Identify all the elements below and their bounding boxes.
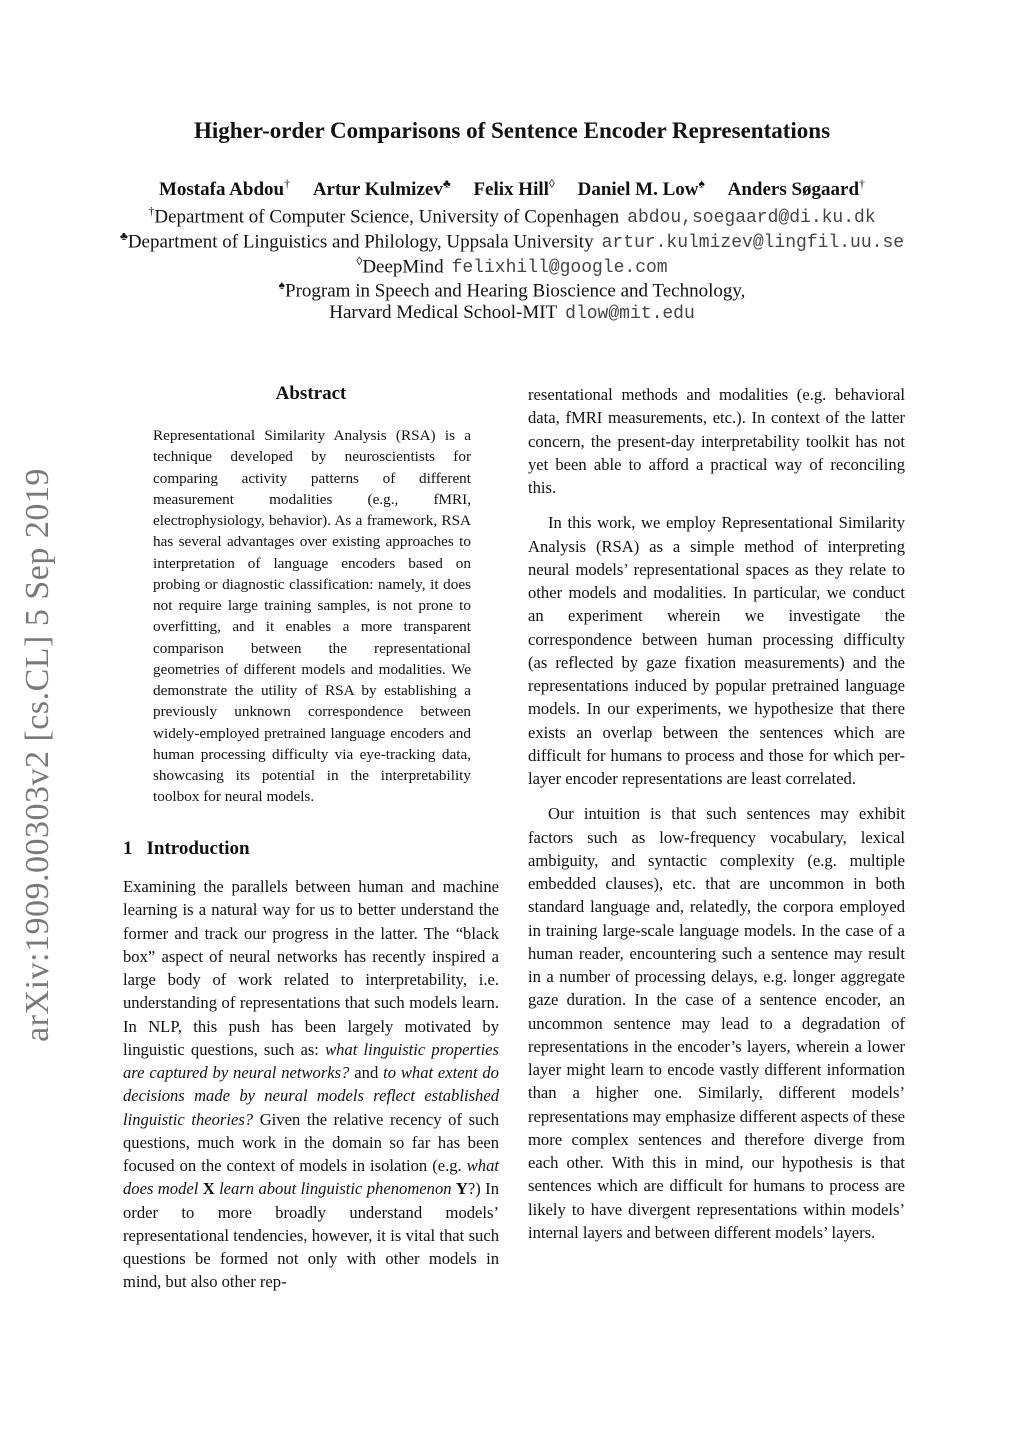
author: Daniel M. Low♠: [577, 177, 705, 201]
email: abdou,soegaard@di.ku.dk: [627, 208, 876, 229]
paragraph: Our intuition is that such sentences may exhibit factors such as low-frequency vocabulary, lexical ambiguity, and syntactic complexity (e.g. multiple embedded clauses), etc. that are uncommon in both standard language and, relatedly, the corpora employed in training large-scale language models. In the case of a human reader, encountering such a sentence may result in a number of processing delays, e.g. longer aggregate gaze duration. In the case of a sentence encoder, an uncommon sentence may lead to a degradation of representations in the encoder’s layers, wherein a lower layer might learn to encode vastly different information than a higher one. Similarly, different models’ representations may emphasize different aspects of these more complex sentences and therefore diverge from each other. With this in mind, our hypothesis is that sentences which are difficult for humans to process are likely to have divergent representations within models’ internal layers and between different models’ layers.: [528, 804, 905, 1242]
introduction-paragraph: Examining the parallels between human and machine learning is a natural way for us to better understand the former and track our progress in the latter. The “black box” aspect of neural networks has recently inspired a large body of work related to interpretability, i.e. understanding of representations that such models learn. In NLP, this push has been largely motivated by linguistic questions, such as: what linguistic properties are captured by neural networks? and to what extent do decisions made by neural models reflect established linguistic theories? Given the relative recency of such questions, much work in the domain so far has been focused on the context of models in isolation (e.g. what does model X learn about linguistic phenomenon Y?) In order to more broadly understand models’ representational tendencies, however, it is vital that such questions be formed not only with other models in mind, but also other rep-: [123, 877, 499, 1292]
email: felixhill@google.com: [451, 258, 668, 279]
author: Felix Hill◊: [473, 177, 555, 201]
email: dlow@mit.edu: [565, 304, 695, 324]
paragraph: resentational methods and modalities (e.g. behavioral data, fMRI measurements, etc.). In context of the latter concern, the present-day interpretability toolkit has not yet been able to afford a practical way of reconciling this.: [528, 385, 905, 497]
author: Artur Kulmizev♣: [312, 177, 451, 201]
research-question: what linguistic properties are captured by neural networks?: [123, 1039, 499, 1082]
author-list: [0, 177, 1024, 201]
author: Anders Søgaard†: [727, 177, 866, 201]
affiliation-line: †Department of Computer Science, University of Copenhagen abdou,soegaard@di.ku.dk: [148, 204, 876, 229]
arxiv-stamp-text: arXiv:1909.00303v2 [cs.CL] 5 Sep 2019: [19, 468, 56, 1042]
section-title: Introduction: [146, 838, 250, 859]
section-heading-introduction: [123, 838, 250, 860]
affiliation-line: ♣Department of Linguistics and Philology, Uppsala University artur.kulmizev@lingfil.uu.se: [119, 229, 905, 254]
arxiv-identifier-stamp: [8, 470, 68, 1040]
author: Mostafa Abdou†: [158, 177, 291, 201]
research-question: what does model X learn about linguistic phenomenon: [123, 1156, 499, 1199]
abstract-text: Representational Similarity Analysis (RSA) is a technique developed by neuroscientists for comparing activity patterns of different measurement modalities (e.g., fMRI, electrophysiology, behavior). As a framework, RSA has several advantages over existing approaches to interpretation of language encoders based on probing or diagnostic classification: namely, it does not require large training samples, is not prone to overfitting, and it enables a more transparent comparison between the representational geometries of different models and modalities. We demonstrate the utility of RSA by establishing a previously unknown correspondence between widely-employed pretrained language encoders and human processing difficulty via eye-tracking data, showcasing its potential in the interpretability toolbox for neural models.: [153, 427, 471, 806]
section-number: 1: [123, 838, 133, 859]
abstract-heading: Abstract: [275, 383, 347, 404]
email: artur.kulmizev@lingfil.uu.se: [601, 233, 905, 254]
affiliation-line: Harvard Medical School-MIT dlow@mit.edu: [329, 302, 695, 324]
paper-title: Higher-order Comparisons of Sentence Encoder Representations: [193, 118, 831, 143]
research-question: to what extent do decisions made by neural models reflect established linguistic theories?: [123, 1063, 499, 1129]
paragraph: In this work, we employ Representational Similarity Analysis (RSA) as a simple method of interpreting neural models’ representational spaces as they relate to other models and modalities. In particular, we conduct an experiment wherein we investigate the correspondence between human processing difficulty (as reflected by gaze fixation measurements) and the representations induced by popular pretrained language models. In our experiments, we hypothesize that there exists an overlap between the sentences which are difficult for humans to process and those for which per-layer encoder representations are least correlated.: [528, 513, 905, 788]
right-column: [528, 383, 905, 1256]
affiliation-line: ♠Program in Speech and Hearing Bioscience and Technology,: [278, 278, 746, 302]
affiliation-line: ◊DeepMind felixhill@google.com: [356, 254, 668, 279]
